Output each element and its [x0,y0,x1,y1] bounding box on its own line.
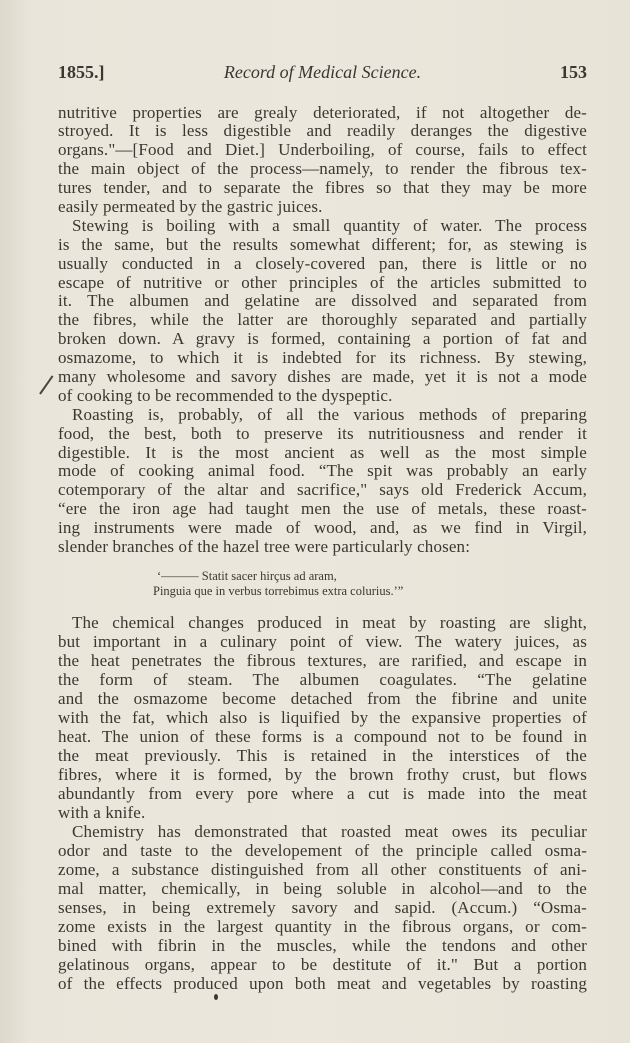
text-line: is the same, but the results somewhat different; for, as stewing is [58,234,587,254]
text-line: cotemporary of the altar and sacrifice," says old Frederick Accum, [58,480,587,500]
text-line: but important in a culinary point of view. The watery juices, as [58,631,587,651]
text-line: easily permeated by the gastric juices. [58,196,323,216]
text-line: the form of steam. The albumen coagulates. “The gelatine [58,669,587,689]
text-line: the heat penetrates the fibrous textures, are rarified, and escape in [58,650,587,670]
text-line: digestible. It is the most ancient as well as the most simple [58,442,587,462]
text-line: many wholesome and savory dishes are made, yet it is not a mode [58,366,587,386]
text-line: The chemical changes produced in meat by roasting are slight, [72,612,587,632]
text-line: organs."—[Food and Diet.] Underboiling, of course, fails to effect [58,140,587,160]
text-line: bined with fibrin in the muscles, while the tendons and other [58,935,587,955]
journal-title: Record of Medical Science. [223,62,422,82]
text-line: odor and taste to the developement of the principle called osma- [58,840,587,860]
text-line: mode of cooking animal food. “The spit was probably an early [58,461,587,481]
text-line: Stewing is boiling with a small quantity of water. The process [72,215,587,235]
text-line: ing instruments were made of wood, and, as we find in Virgil, [58,518,587,538]
text-line: fibres, where it is formed, by the brown frothy crust, but flows [58,764,587,784]
body-text-bottom [58,613,587,993]
text-line: zome, a substance distinguished from all other constituents of ani- [58,859,587,879]
paragraph [58,217,587,406]
text-line: of cooking to be recommended to the dyspeptic. [58,385,393,405]
paragraph [58,613,587,822]
text-line: abundantly from every pore where a cut is made into the meat [58,783,587,803]
text-line: slender branches of the hazel tree were particularly chosen: [58,536,471,556]
text-line: “ere the iron age had taught men the use of metals, these roast- [58,499,587,519]
text-line: escape of nutritive or other principles of the articles submitted to [58,272,587,292]
body-text-top [58,104,587,557]
verse-line: Pinguia que in verbus torrebimus extra colurius.’” [153,584,404,598]
text-line: food, the best, both to preserve its nutritiousness and render it [58,423,587,443]
text-line: with a knife. [58,802,146,822]
paragraph [58,104,587,217]
text-line: Roasting is, probably, of all the various methods of preparing [72,404,587,424]
text-line: the fibres, while the latter are thoroughly separated and partially [58,310,587,330]
text-line: zome exists in the largest quantity in the fibrous organs, or com- [58,916,587,936]
text-line: heat. The union of these forms is a compound not to be found in [58,726,587,746]
text-line: it. The albumen and gelatine are dissolved and separated from [58,291,587,311]
paragraph [58,822,587,993]
text-line: of the effects produced upon both meat and vegetables by roasting [58,973,587,993]
text-line: stroyed. It is less digestible and readily deranges the digestive [58,121,587,141]
text-line: with the fat, which also is liquified by the expansive properties of [58,707,587,727]
ink-speck [214,994,218,1000]
text-line: broken down. A gravy is formed, containing a portion of fat and [58,329,587,349]
text-line: gelatinous organs, appear to be destitute of it." But a portion [58,954,587,974]
running-header [58,62,587,86]
text-line: the main object of the process—namely, to render the fibrous tex- [58,159,587,179]
text-line: usually conducted in a closely-covered pan, there is little or no [58,253,587,273]
page-number: 153 [560,62,587,82]
text-line: osmazome, to which it is indebted for its richness. By stewing, [58,348,587,368]
text-line: mal matter, chemically, in being soluble in alcohol—and to the [58,878,587,898]
text-line: and the osmazome become detached from the fibrine and unite [58,688,587,708]
text-line: tures tender, and to separate the fibres so that they may be more [58,178,587,198]
paragraph [58,406,587,557]
text-line: nutritive properties are grealy deteriorated, if not altogether de- [58,102,587,122]
header-year: 1855.] [58,62,105,82]
text-line: senses, in being extremely savory and sapid. (Accum.) “Osma- [58,897,587,917]
verse-line: ‘——— Statit sacer hirçus ad aram, [157,569,337,583]
text-line: the meat previously. This is retained in the interstices of the [58,745,587,765]
text-line: Chemistry has demonstrated that roasted meat owes its peculiar [72,821,587,841]
latin-verse-quote [153,569,403,599]
margin-pencil-mark [39,375,53,394]
